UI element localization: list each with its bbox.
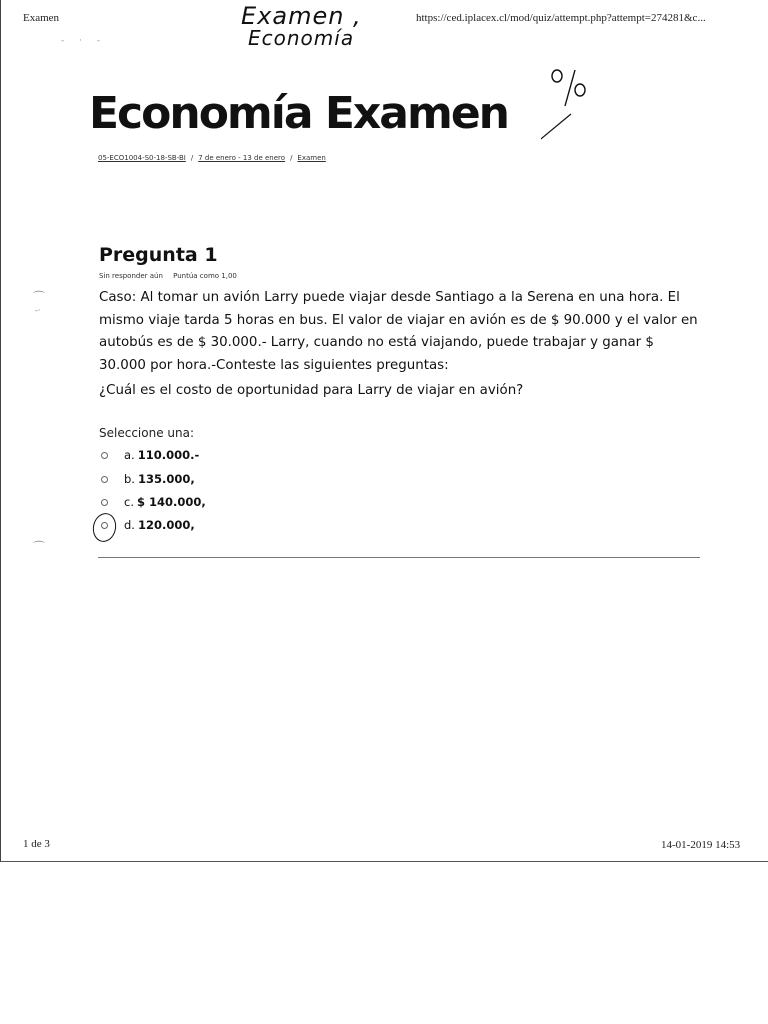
handwritten-note-line1: Examen , [241, 2, 362, 30]
radio-button-icon[interactable] [101, 476, 108, 483]
option-value: 110.000.- [137, 448, 200, 462]
print-footer-page-count: 1 de 3 [23, 838, 50, 850]
handwritten-note-line2: Economía [248, 26, 355, 50]
question-points: Puntúa como 1,00 [173, 272, 237, 280]
question-divider [98, 557, 700, 558]
option-letter: c. [124, 495, 134, 509]
question-status: Sin responder aún [99, 272, 163, 280]
scan-speck: ⌒ [33, 290, 46, 304]
option-value: 135.000, [137, 472, 195, 486]
radio-button-icon[interactable] [101, 452, 108, 459]
handwritten-title: Economía Examen [89, 88, 509, 139]
option-value: $ 140.000, [136, 495, 206, 509]
scan-speck: ⌒ [33, 540, 46, 554]
print-footer-timestamp: 14-01-2019 14:53 [661, 839, 741, 851]
answer-option-a[interactable] [101, 448, 199, 462]
handwritten-circle-mark [90, 511, 119, 544]
breadcrumb-separator: / [190, 154, 194, 162]
scan-speck: -· [35, 306, 41, 315]
answer-option-b[interactable] [101, 472, 195, 486]
breadcrumb [98, 154, 326, 162]
handwritten-percent-mark [541, 64, 601, 174]
breadcrumb-exam-link[interactable]: Examen [297, 154, 326, 162]
select-one-label: Seleccione una: [99, 426, 194, 440]
question-prompt: ¿Cuál es el costo de oportunidad para Larry de viajar en avión? [99, 383, 524, 398]
answer-option-c[interactable] [101, 495, 206, 509]
breadcrumb-course-link[interactable]: 05-ECO1004-S0-18-SB-BI [98, 154, 186, 162]
option-value: 120.000, [137, 518, 195, 532]
question-case-text: Caso: Al tomar un avión Larry puede viajar desde Santiago a la Serena en una hora. El mismo viaje tarda 5 horas en bus. El valor de viajar en avión es de $ 90.000 y el valor en autobús es de $ 30.000.- Larry, cuando no está viajando, puede trabajar y ganar $ 30.000 por hora.-Conteste las siguientes preguntas: [99, 290, 698, 373]
breadcrumb-week-link[interactable]: 7 de enero - 13 de enero [198, 154, 286, 162]
option-letter: d. [124, 518, 135, 532]
scan-specks: - · - [61, 36, 107, 46]
print-header-title: Examen [23, 12, 60, 24]
option-letter: b. [124, 472, 135, 486]
option-letter: a. [124, 448, 135, 462]
breadcrumb-separator: / [290, 154, 293, 162]
question-meta [99, 272, 237, 280]
print-header-url: https://ced.iplacex.cl/mod/quiz/attempt.php?attempt=274281&c... [416, 12, 706, 24]
radio-button-icon[interactable] [101, 499, 108, 506]
question-title: Pregunta 1 [99, 244, 218, 266]
